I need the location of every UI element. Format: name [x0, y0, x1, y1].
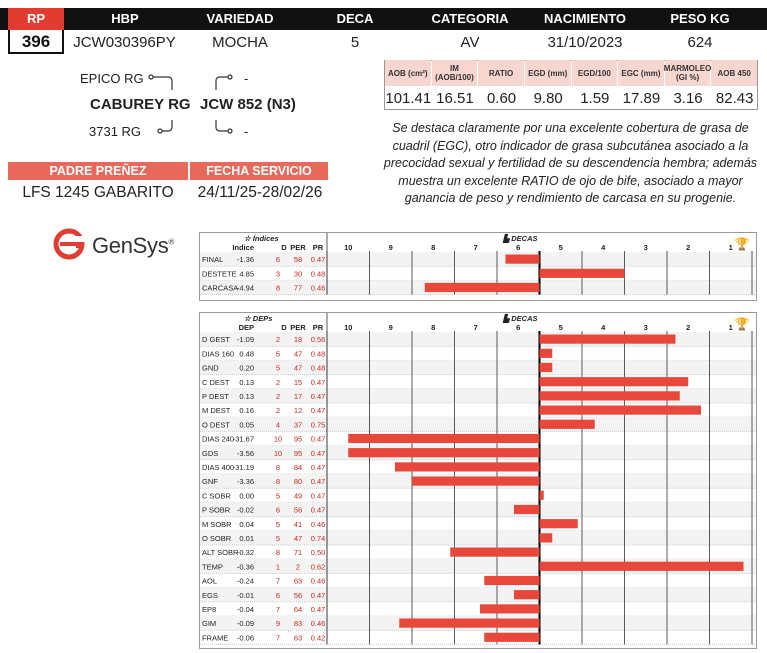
deca-bar: [540, 377, 689, 386]
deca-bar: [540, 363, 553, 372]
row-per: 30: [293, 269, 303, 279]
col-header-nacimiento: NACIMIENTO: [543, 11, 627, 26]
stat-value: 82.43: [715, 90, 754, 107]
row-pr: 0.42: [310, 633, 326, 643]
hbp-value: JCW030396PY: [73, 34, 176, 51]
row-pr: 0.47: [310, 434, 326, 444]
row-deca: 10: [273, 434, 283, 444]
row-value: -0.02: [236, 505, 254, 515]
row-value: -1.36: [236, 255, 254, 265]
stat-value: 0.60: [486, 90, 517, 107]
row-value: -0.36: [236, 562, 254, 572]
deca-tick-label: 2: [686, 323, 691, 332]
row-pr: 0.50: [310, 548, 326, 558]
row-per: 95: [293, 448, 303, 458]
row-label: TEMP: [202, 562, 223, 572]
deca-bar: [348, 434, 539, 443]
col-header-deca: DECA: [336, 11, 374, 26]
deca-tick-label: 8: [431, 243, 436, 252]
row-value: -0.04: [236, 605, 254, 614]
col-header-categoria: CATEGORIA: [431, 11, 509, 26]
deca-tick-label: 9: [388, 243, 393, 252]
row-pr: 0.46: [310, 619, 326, 629]
deca-tick-label: 5: [558, 243, 563, 252]
decas-axis-title: ▙ DECAS: [503, 234, 538, 243]
row-label: D GEST: [202, 335, 230, 345]
deca-bar: [484, 576, 539, 585]
stat-header: IM (AOB/100): [432, 60, 478, 86]
stat-value: 16.51: [436, 90, 474, 107]
column-header: D: [281, 243, 287, 252]
row-label: DESTETE: [202, 269, 237, 279]
deca-tick-label: 8: [431, 323, 436, 332]
row-label: O SOBR: [202, 534, 232, 543]
row-per: 77: [293, 283, 303, 293]
deca-tick-label: 7: [473, 243, 478, 252]
column-header: DEP: [238, 323, 254, 332]
col-header-hbp: HBP: [111, 11, 139, 26]
deca-bar: [399, 619, 539, 628]
row-per: 63: [293, 576, 303, 586]
trophy-icon: 🏆: [734, 237, 750, 251]
row-pr: 0.48: [310, 363, 326, 373]
deca-tick-label: 2: [686, 243, 691, 252]
row-label: GND: [202, 363, 219, 373]
row-per: 63: [293, 633, 303, 643]
row-value: 0.16: [239, 406, 254, 416]
row-deca: 3: [275, 269, 281, 279]
deca-bar: [540, 491, 544, 500]
row-value: 4.85: [239, 269, 254, 279]
deca-value: 5: [350, 34, 360, 51]
row-value: 0.20: [239, 363, 254, 373]
stat-header: AOB (cm²): [385, 60, 431, 86]
row-pr: 0.74: [310, 534, 326, 543]
column-header: PR: [312, 323, 324, 332]
stat-value: 101.41: [385, 90, 432, 107]
row-deca: 10: [273, 448, 283, 458]
row-deca: 2: [275, 335, 281, 345]
row-pr: 0.48: [310, 349, 326, 359]
rp-label: RP: [8, 8, 64, 30]
column-header: PER: [290, 243, 306, 252]
col-header-peso: PESO KG: [670, 11, 730, 26]
deps-chart-svg: [200, 313, 756, 648]
row-per: 56: [293, 590, 303, 600]
nacimiento-value: 31/10/2023: [547, 34, 623, 51]
row-background: [200, 588, 756, 602]
row-per: 58: [293, 255, 303, 265]
row-value: -0.06: [236, 633, 254, 643]
deca-tick-label: 9: [388, 323, 393, 332]
row-per: 18: [293, 335, 303, 345]
deca-bar: [412, 477, 540, 486]
peso-value: 624: [687, 34, 713, 51]
row-value: 0.01: [239, 534, 254, 543]
deca-bar: [506, 255, 540, 264]
row-label: P SOBR: [202, 505, 231, 515]
deca-bar: [540, 533, 553, 542]
row-pr: 0.47: [310, 377, 326, 387]
row-deca: 6: [275, 255, 281, 265]
row-deca: 5: [275, 349, 281, 359]
row-label: M DEST: [202, 406, 231, 416]
deca-bar: [540, 349, 553, 358]
column-header: D: [281, 323, 287, 332]
row-deca: 5: [275, 519, 281, 529]
row-per: 49: [293, 491, 303, 501]
stat-header: AOB 450: [711, 60, 757, 86]
row-value: -31.67: [232, 434, 254, 444]
row-per: 64: [293, 605, 303, 614]
deca-bar: [348, 448, 539, 457]
row-value: -31.19: [232, 463, 254, 472]
row-pr: 0.47: [310, 448, 326, 458]
row-deca: 7: [275, 576, 281, 586]
stat-value: 9.80: [533, 90, 563, 107]
deca-tick-label: 5: [558, 323, 563, 332]
row-label: EP8: [202, 605, 217, 614]
stat-header: RATIO: [478, 60, 524, 86]
description-text: Se destaca claramente por una excelente cobertura de grasa de cuadril (EGC), otro indicador de grasa subcutánea asociado a la precocidad sexual y fertilidad de su descendencia hembra; además muestra un excelente RATIO de ojo de bife, asociado a mayor ganancia de peso y rendimiento de carcasa en su progenie.: [383, 121, 758, 205]
deca-tick-label: 1: [728, 323, 733, 332]
row-per: 47: [293, 349, 303, 359]
decas-axis-title: ▙ DECAS: [503, 314, 538, 323]
deca-bar: [514, 505, 540, 514]
deca-bar: [480, 604, 540, 613]
deca-bar: [540, 335, 676, 344]
row-label: CARCASA: [202, 283, 239, 293]
row-per: 47: [293, 363, 303, 373]
row-pr: 0.47: [310, 605, 326, 614]
row-per: 80: [293, 477, 303, 487]
row-pr: 0.47: [310, 406, 326, 416]
pedigree-dam-sire: -: [244, 71, 249, 86]
row-deca: 2: [275, 406, 281, 416]
row-value: -3.56: [236, 448, 254, 458]
deca-bar: [395, 462, 540, 471]
pedigree-dam: JCW 852 (N3): [200, 96, 296, 113]
deca-bar: [514, 590, 540, 599]
row-background: [200, 502, 756, 516]
row-label: C DEST: [202, 377, 230, 387]
deca-bar: [540, 519, 578, 528]
chart-title: ☆ DEPs: [244, 314, 273, 323]
row-value: 0.48: [239, 349, 254, 359]
row-pr: 0.47: [310, 590, 326, 600]
row-deca: 5: [275, 491, 281, 501]
row-label: GDS: [202, 448, 219, 458]
fecha-header: FECHA SERVICIO: [190, 162, 328, 180]
row-pr: 0.75: [310, 420, 326, 430]
row-label: ALT SOBR: [202, 548, 239, 558]
padre-header: PADRE PREÑEZ: [8, 162, 188, 180]
row-value: -4.94: [236, 283, 254, 293]
stat-header: EGD/100: [572, 60, 618, 86]
deca-tick-label: 3: [643, 323, 648, 332]
deca-bar: [425, 283, 540, 292]
deca-bar: [540, 562, 744, 571]
variedad-value: MOCHA: [212, 34, 268, 51]
row-per: 83: [293, 619, 303, 629]
chart-title: ☆ Índices: [244, 234, 279, 243]
indices-chart-svg: [200, 233, 756, 300]
column-header: PR: [312, 243, 324, 252]
categoria-value: AV: [460, 34, 480, 51]
row-value: -1.09: [236, 335, 254, 345]
row-deca: 8: [275, 463, 281, 472]
row-deca: 8: [275, 548, 281, 558]
row-value: -0.32: [236, 548, 254, 558]
row-label: FRAME: [202, 633, 229, 643]
row-deca: 7: [275, 633, 281, 643]
row-label: EGS: [202, 590, 218, 600]
stat-value: 1.59: [580, 90, 610, 107]
pedigree-sire: CABUREY RG: [90, 96, 191, 113]
row-deca: 8: [275, 477, 281, 487]
row-deca: 8: [275, 283, 281, 293]
deca-tick-label: 10: [344, 243, 353, 252]
fecha-value: 24/11/25-28/02/26: [197, 184, 323, 201]
stat-header: MARMOLEO (GI %): [665, 60, 711, 86]
deca-tick-label: 4: [601, 243, 606, 252]
deca-bar: [540, 269, 625, 278]
row-deca: 1: [275, 562, 281, 572]
row-pr: 0.62: [310, 562, 326, 572]
row-deca: 6: [275, 505, 281, 515]
pedigree-dam-dam: -: [244, 124, 249, 139]
trophy-icon: 🏆: [734, 317, 750, 331]
row-label: GIM: [202, 619, 217, 629]
row-value: 0.00: [239, 491, 254, 501]
row-per: 17: [293, 392, 303, 401]
row-background: [200, 417, 756, 431]
stat-header: EGD (mm): [525, 60, 571, 86]
row-pr: 0.47: [310, 491, 326, 501]
deca-tick-label: 1: [728, 243, 733, 252]
row-background: [200, 252, 756, 266]
row-pr: 0.56: [310, 335, 326, 345]
row-per: 2: [295, 562, 301, 572]
pedigree-sire-sire: EPICO RG: [80, 71, 144, 86]
row-per: 37: [293, 420, 303, 430]
row-per: 15: [293, 377, 303, 387]
row-per: 56: [293, 505, 303, 515]
deca-bar: [540, 391, 680, 400]
deca-bar: [540, 406, 702, 415]
deca-bar: [484, 633, 539, 642]
row-value: 0.13: [239, 392, 254, 401]
deca-tick-label: 10: [344, 323, 353, 332]
row-value: -3.36: [236, 477, 254, 487]
row-per: 84: [293, 463, 303, 472]
deca-tick-label: 6: [516, 323, 521, 332]
row-label: FINAL: [202, 255, 224, 265]
row-label: M SOBR: [202, 519, 232, 529]
row-background: [200, 531, 756, 545]
row-pr: 0.47: [310, 505, 326, 515]
row-deca: 5: [275, 363, 281, 373]
row-deca: 7: [275, 605, 281, 614]
row-deca: 5: [275, 534, 281, 543]
row-label: P DEST: [202, 392, 229, 401]
row-pr: 0.47: [310, 463, 326, 472]
deps-chart: [199, 312, 757, 649]
row-per: 95: [293, 434, 303, 444]
pedigree-connectors: [140, 70, 250, 140]
row-label: AOL: [202, 576, 218, 586]
deca-tick-label: 6: [516, 243, 521, 252]
row-deca: 6: [275, 590, 281, 600]
gensys-logo-text: GenSys®: [92, 233, 175, 258]
row-value: -0.24: [236, 576, 254, 586]
stat-value: 3.16: [673, 90, 703, 107]
rp-value: 396: [21, 32, 51, 51]
padre-value: LFS 1245 GABARITO: [22, 184, 174, 201]
row-deca: 9: [275, 619, 281, 629]
row-value: 0.04: [239, 519, 254, 529]
row-pr: 0.46: [310, 283, 326, 293]
row-pr: 0.47: [310, 255, 326, 265]
deca-tick-label: 4: [601, 323, 606, 332]
deca-tick-label: 3: [643, 243, 648, 252]
row-deca: 2: [275, 392, 281, 401]
deca-bar: [540, 420, 595, 429]
row-background: [200, 360, 756, 374]
row-pr: 0.47: [310, 477, 326, 487]
row-pr: 0.46: [310, 519, 326, 529]
stat-value: 17.89: [622, 90, 661, 107]
column-header: PER: [290, 323, 306, 332]
row-label: C SOBR: [202, 491, 231, 501]
pedigree-sire-dam: 3731 RG: [89, 124, 142, 139]
deca-tick-label: 7: [473, 323, 478, 332]
row-label: GNF: [202, 477, 218, 487]
row-per: 47: [293, 534, 303, 543]
row-per: 41: [293, 519, 303, 529]
row-label: DIAS 160: [202, 349, 235, 359]
row-deca: 2: [275, 377, 281, 387]
row-pr: 0.47: [310, 392, 326, 401]
row-label: DIAS 400: [202, 463, 235, 472]
row-pr: 0.46: [310, 576, 326, 586]
row-label: O DEST: [202, 420, 230, 430]
col-header-variedad: VARIEDAD: [206, 11, 274, 26]
row-value: 0.13: [239, 377, 254, 387]
row-value: -0.01: [236, 590, 254, 600]
stat-header: EGC (mm): [618, 60, 664, 86]
row-value: -0.09: [236, 619, 254, 629]
row-pr: 0.48: [310, 269, 326, 279]
column-header: Indice: [232, 243, 254, 252]
gensys-logo-icon: [52, 226, 92, 262]
row-per: 71: [293, 548, 303, 558]
deca-bar: [450, 548, 539, 557]
row-per: 12: [293, 406, 303, 416]
indices-chart: [199, 232, 757, 301]
row-label: DIAS 240: [202, 434, 235, 444]
row-value: 0.05: [239, 420, 254, 430]
row-deca: 4: [275, 420, 281, 430]
